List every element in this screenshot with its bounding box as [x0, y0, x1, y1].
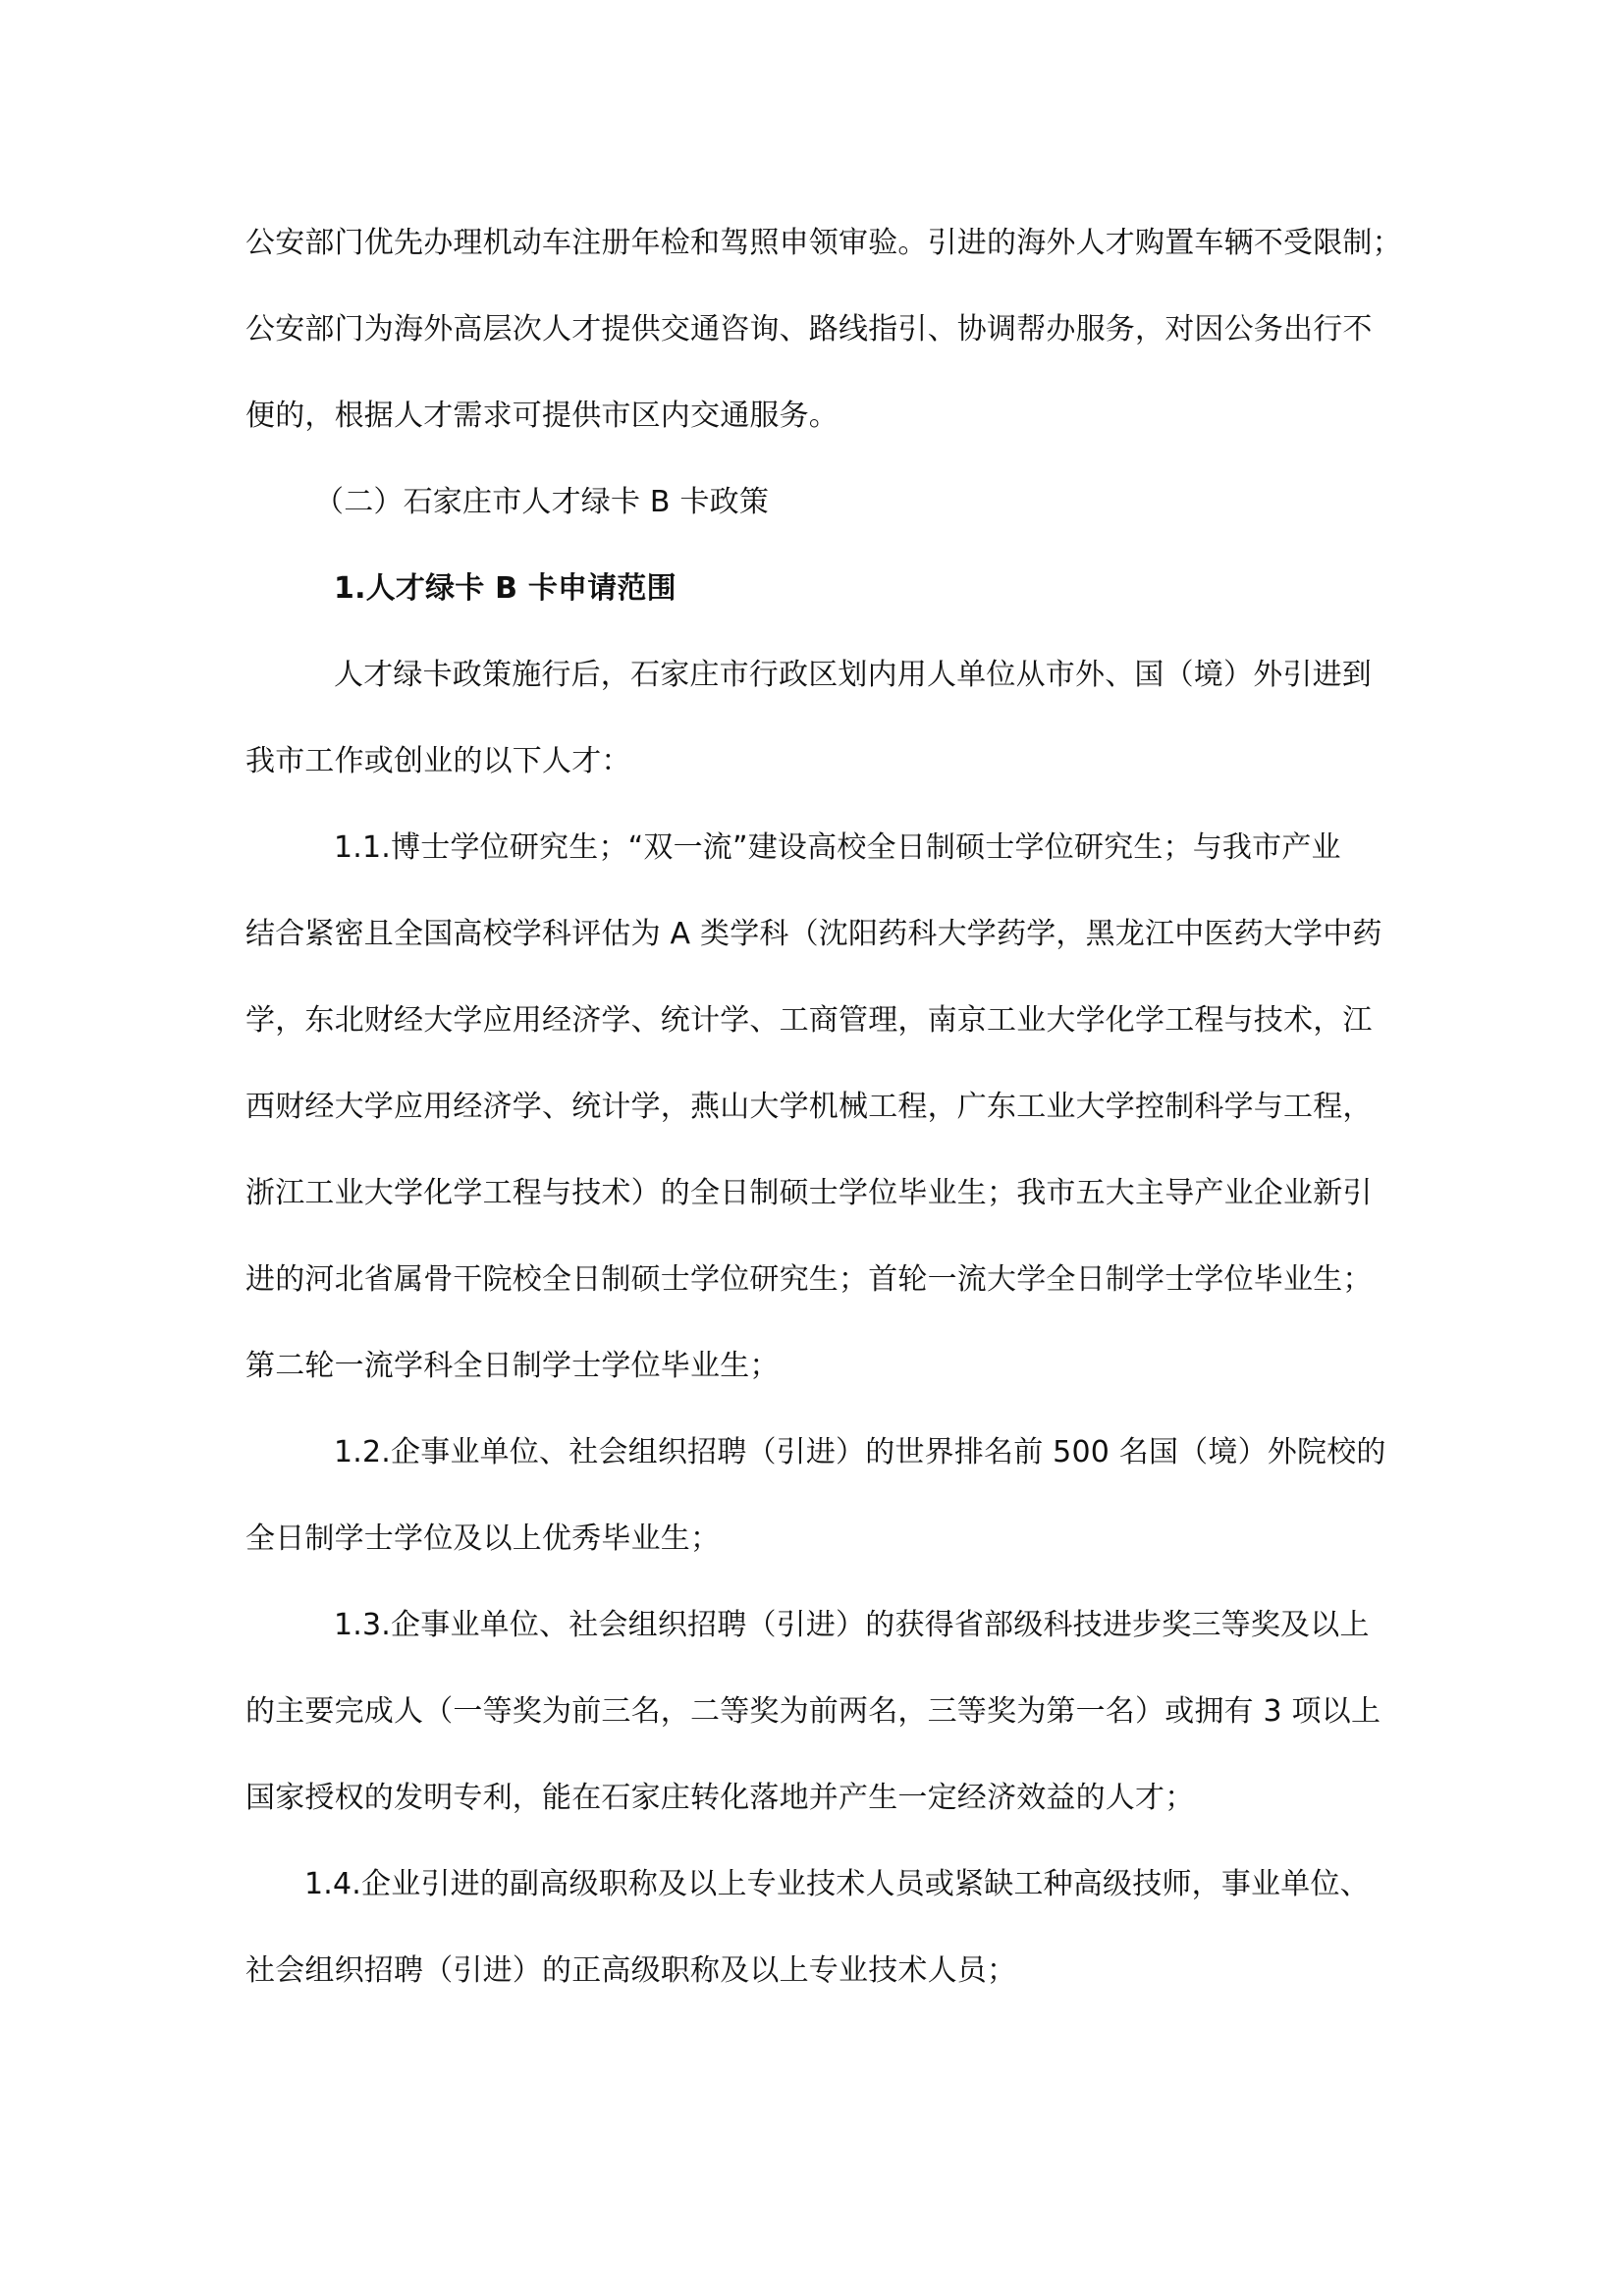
- subsection-heading: 1.人才绿卡 B 卡申请范围: [334, 571, 677, 606]
- list-item-line: 1.1.博士学位研究生；“双一流”建设高校全日制硕士学位研究生；与我市产业: [334, 830, 1341, 865]
- list-item-line: 1.4.企业引进的副高级职称及以上专业技术人员或紧缺工种高级技师，事业单位、: [304, 1867, 1370, 1901]
- section-heading: （二）石家庄市人才绿卡 B 卡政策: [314, 485, 770, 519]
- list-item-line: 社会组织招聘（引进）的正高级职称及以上专业技术人员；: [245, 1953, 1017, 1988]
- paragraph-line: 公安部门为海外高层次人才提供交通咨询、路线指引、协调帮办服务，对因公务出行不: [245, 312, 1373, 347]
- list-item-line: 全日制学士学位及以上优秀毕业生；: [245, 1522, 721, 1556]
- list-item-line: 的主要完成人（一等奖为前三名，二等奖为前两名，三等奖为第一名）或拥有 3 项以上: [245, 1694, 1381, 1729]
- list-item-line: 1.2.企事业单位、社会组织招聘（引进）的世界排名前 500 名国（境）外院校的: [334, 1435, 1386, 1469]
- list-item-line: 进的河北省属骨干院校全日制硕士学位研究生；首轮一流大学全日制学士学位毕业生；: [245, 1262, 1373, 1297]
- paragraph-line: 便的，根据人才需求可提供市区内交通服务。: [245, 399, 839, 433]
- list-item-line: 第二轮一流学科全日制学士学位毕业生；: [245, 1349, 780, 1383]
- list-item-line: 浙江工业大学化学工程与技术）的全日制硕士学位毕业生；我市五大主导产业企业新引: [245, 1176, 1373, 1210]
- list-item-line: 学，东北财经大学应用经济学、统计学、工商管理，南京工业大学化学工程与技术，江: [245, 1003, 1373, 1038]
- paragraph-line: 我市工作或创业的以下人才：: [245, 744, 631, 778]
- list-item-line: 结合紧密且全国高校学科评估为 A 类学科（沈阳药科大学药学，黑龙江中医药大学中药: [245, 917, 1382, 951]
- list-item-line: 1.3.企事业单位、社会组织招聘（引进）的获得省部级科技进步奖三等奖及以上: [334, 1608, 1370, 1642]
- paragraph-line: 人才绿卡政策施行后，石家庄市行政区划内用人单位从市外、国（境）外引进到: [334, 658, 1372, 692]
- paragraph-line: 公安部门优先办理机动车注册年检和驾照申领审验。引进的海外人才购置车辆不受限制；: [245, 226, 1402, 260]
- list-item-line: 国家授权的发明专利，能在石家庄转化落地并产生一定经济效益的人才；: [245, 1781, 1195, 1815]
- list-item-line: 西财经大学应用经济学、统计学，燕山大学机械工程，广东工业大学控制科学与工程，: [245, 1090, 1373, 1124]
